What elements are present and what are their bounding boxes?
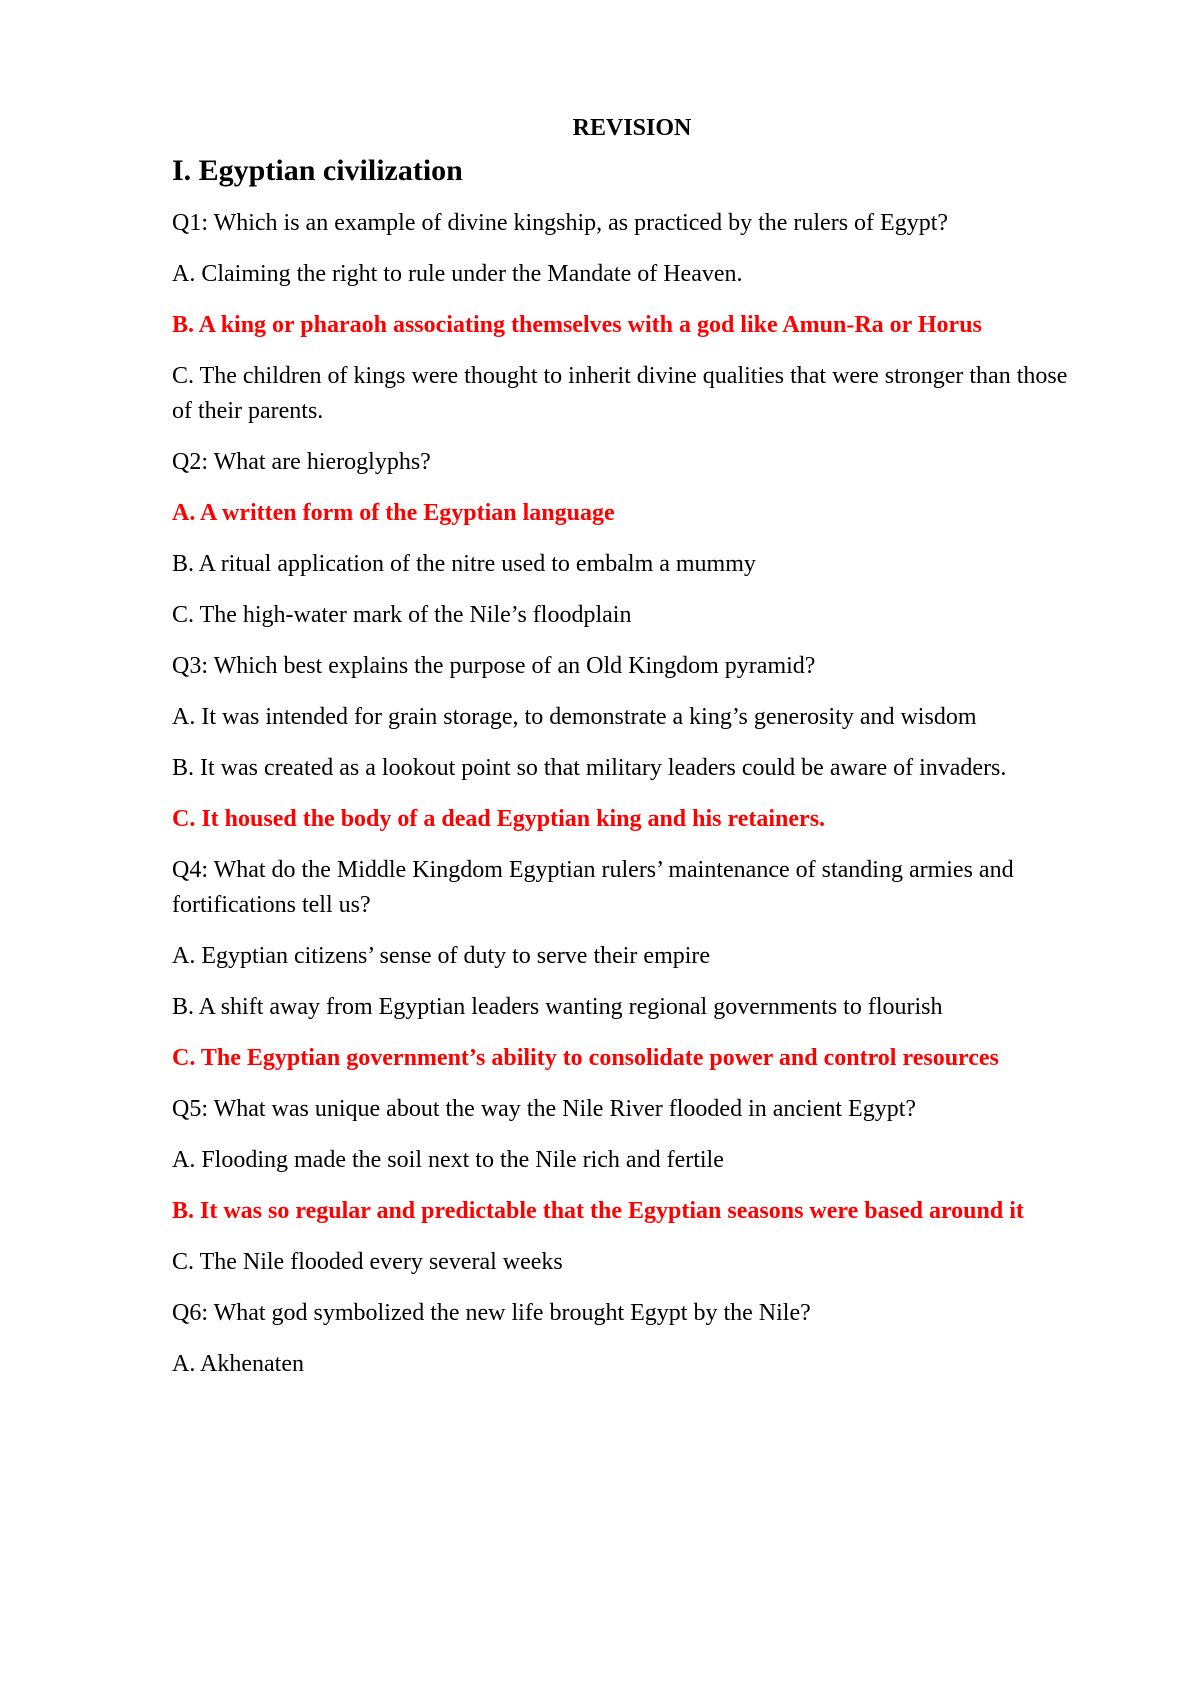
question-2: Q2: What are hieroglyphs?: [172, 449, 431, 475]
q5-option-a: A. Flooding made the soil next to the Nile rich and fertile: [172, 1147, 724, 1173]
section-heading: I. Egyptian civilization: [172, 154, 463, 187]
q2-option-c: C. The high-water mark of the Nile’s floodplain: [172, 602, 632, 628]
question-3: Q3: Which best explains the purpose of an Old Kingdom pyramid?: [172, 653, 816, 679]
q3-option-a: A. It was intended for grain storage, to demonstrate a king’s generosity and wisdom: [172, 704, 977, 730]
q4-option-a: A. Egyptian citizens’ sense of duty to serve their empire: [172, 943, 711, 969]
q2-option-a-correct: A. A written form of the Egyptian language: [172, 500, 615, 526]
question-5: Q5: What was unique about the way the Nile River flooded in ancient Egypt?: [172, 1096, 917, 1122]
question-6: Q6: What god symbolized the new life brought Egypt by the Nile?: [172, 1300, 811, 1326]
q1-option-c: C. The children of kings were thought to inherit divine qualities that were stronger than those of their parents.: [172, 363, 1068, 424]
q4-option-c-correct: C. The Egyptian government’s ability to consolidate power and control resources: [172, 1045, 999, 1071]
q3-option-c-correct: C. It housed the body of a dead Egyptian king and his retainers.: [172, 806, 826, 832]
question-4: Q4: What do the Middle Kingdom Egyptian rulers’ maintenance of standing armies and fortifications tell us?: [172, 857, 1014, 918]
question-1: Q1: Which is an example of divine kingship, as practiced by the rulers of Egypt?: [172, 210, 949, 236]
document-page: [172, 112, 1092, 1398]
document-title: REVISION: [572, 115, 692, 141]
q3-option-b: B. It was created as a lookout point so that military leaders could be aware of invaders.: [172, 755, 1007, 781]
q2-option-b: B. A ritual application of the nitre used to embalm a mummy: [172, 551, 756, 577]
q4-option-b: B. A shift away from Egyptian leaders wanting regional governments to flourish: [172, 994, 943, 1020]
q1-option-a: A. Claiming the right to rule under the Mandate of Heaven.: [172, 261, 743, 287]
q5-option-b-correct: B. It was so regular and predictable that the Egyptian seasons were based around it: [172, 1198, 1024, 1224]
q1-option-b-correct: B. A king or pharaoh associating themselves with a god like Amun-Ra or Horus: [172, 312, 982, 338]
q5-option-c: C. The Nile flooded every several weeks: [172, 1249, 563, 1275]
q6-option-a: A. Akhenaten: [172, 1351, 304, 1377]
